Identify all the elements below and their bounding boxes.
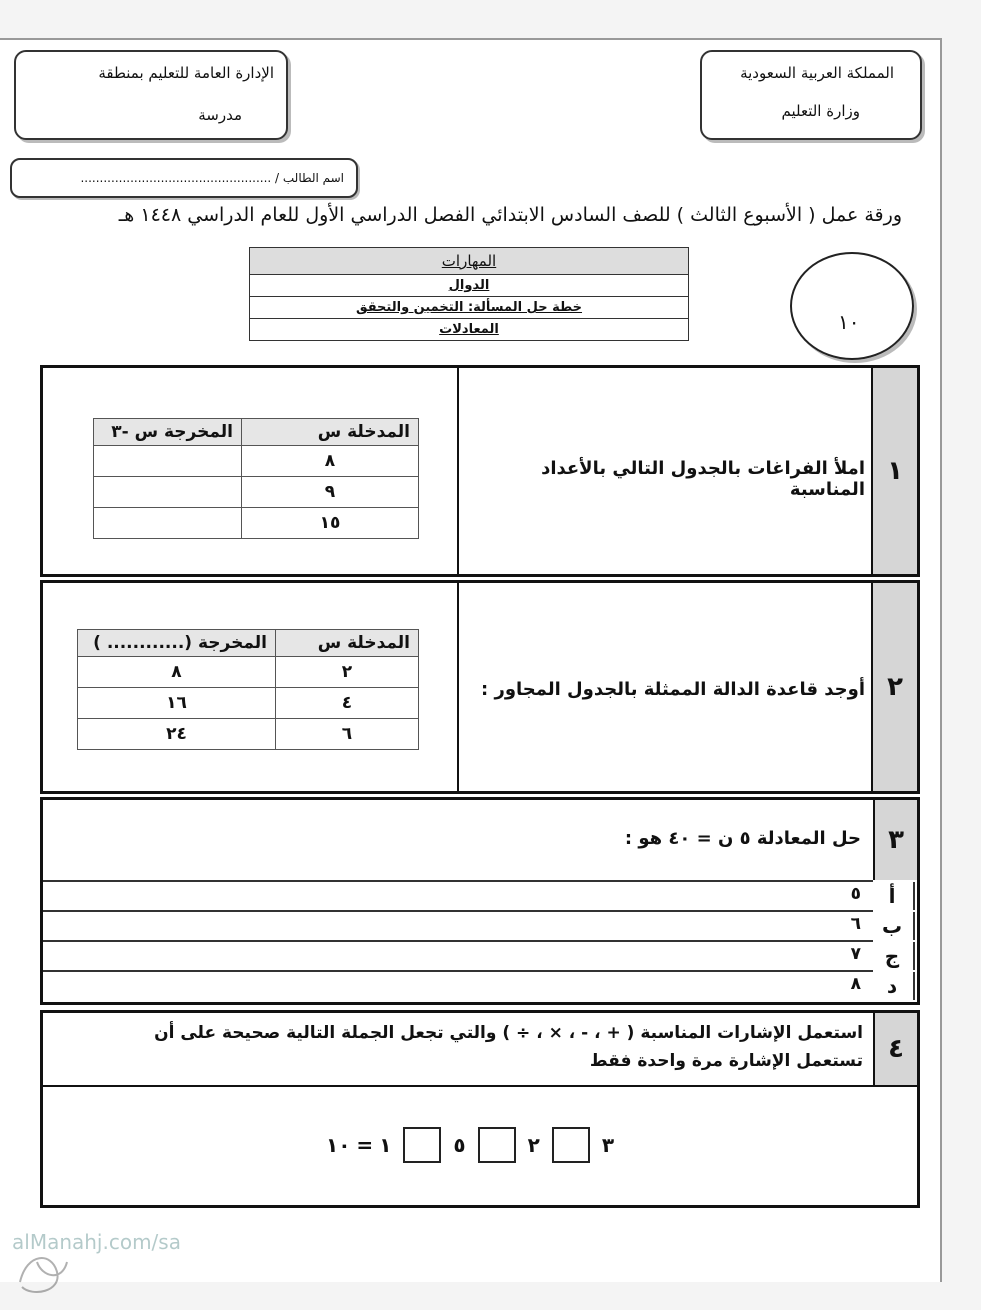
output-header: المخرجة س -٣ [94, 419, 242, 446]
question-text: أوجد قاعدة الدالة الممثلة بالجدول المجاور : [481, 679, 865, 700]
result: ١٠ [326, 1133, 351, 1157]
watermark [12, 1230, 262, 1310]
question-3 [40, 797, 920, 1005]
question-number: ١ [871, 368, 917, 574]
option-value: ٧ [850, 944, 861, 964]
skills-table [249, 247, 689, 341]
question-text: حل المعادلة ٥ ن = ٤٠ هو : [624, 828, 861, 849]
option-value: ٨ [850, 974, 861, 994]
output-cell[interactable] [94, 508, 242, 539]
worksheet-page [0, 38, 942, 1282]
input-cell: ٢ [276, 657, 419, 688]
number-2: ٢ [527, 1133, 540, 1157]
equation [326, 1127, 614, 1163]
signature-logo-icon [12, 1242, 72, 1302]
worksheet-title: ورقة عمل ( الأسبوع الثالث ) للصف السادس الابتدائي الفصل الدراسي الأول للعام الدراسي ١٤٤٨ هـ [118, 204, 902, 226]
question-2 [40, 580, 920, 794]
question-number: ٤ [873, 1013, 917, 1087]
option-letter: ج [871, 942, 915, 970]
input-cell: ٤ [276, 688, 419, 719]
question-number: ٢ [871, 583, 917, 791]
output-cell: ٢٤ [78, 719, 276, 750]
school-label: مدرسة [198, 106, 242, 124]
option-value: ٥ [850, 884, 861, 904]
skills-heading: المهارات [250, 248, 689, 275]
option-value: ٦ [850, 914, 861, 934]
option-letter: د [871, 972, 915, 1000]
output-header: المخرجة (............ ) [78, 630, 276, 657]
function-table [93, 418, 419, 539]
ministry-label: وزارة التعليم [781, 102, 860, 120]
question-text-line-1: استعمل الإشارات المناسبة ( + ، - ، × ، ÷ ) والتي تجعل الجملة التالية صحيحة على أن [154, 1023, 863, 1043]
operator-box-3[interactable] [403, 1127, 441, 1163]
school-header-box [14, 50, 288, 140]
ministry-header-box [700, 50, 922, 140]
output-cell: ٨ [78, 657, 276, 688]
skill-item: الدوال [250, 275, 689, 297]
input-cell: ٨ [242, 446, 419, 477]
input-cell: ١٥ [242, 508, 419, 539]
output-cell[interactable] [94, 477, 242, 508]
skill-item: المعادلات [250, 319, 689, 341]
question-1 [40, 365, 920, 577]
kingdom-label: المملكة العربية السعودية [740, 64, 894, 82]
question-text-line-2: تستعمل الإشارة مرة واحدة فقط [589, 1051, 863, 1071]
number-3: ٥ [453, 1133, 466, 1157]
operator-box-1[interactable] [552, 1127, 590, 1163]
input-header: المدخلة س [276, 630, 419, 657]
student-name-field[interactable]: اسم الطالب / .................................................. [10, 158, 358, 198]
input-cell: ٦ [276, 719, 419, 750]
number-4: ١ [379, 1133, 392, 1157]
equals-sign: = [356, 1133, 374, 1157]
function-table [77, 629, 419, 750]
question-text: املأ الفراغات بالجدول التالي بالأعداد المناسبة [541, 458, 865, 500]
question-4 [40, 1010, 920, 1208]
output-cell: ١٦ [78, 688, 276, 719]
operator-box-2[interactable] [478, 1127, 516, 1163]
input-header: المدخلة س [242, 419, 419, 446]
output-cell[interactable] [94, 446, 242, 477]
option-d[interactable] [43, 970, 898, 1000]
question-number: ٣ [873, 800, 917, 880]
grade-circle [790, 252, 914, 360]
number-1: ٣ [601, 1133, 615, 1157]
input-cell: ٩ [242, 477, 419, 508]
option-c[interactable] [43, 940, 900, 970]
option-b[interactable] [43, 910, 903, 940]
option-letter: ب [871, 912, 915, 940]
education-department-label: الإدارة العامة للتعليم بمنطقة [98, 64, 274, 82]
option-a[interactable] [43, 880, 896, 910]
skill-item: خطة حل المسألة: التخمين والتحقق [250, 297, 689, 319]
watermark-text: alManahj.com/sa [12, 1230, 181, 1254]
total-grade: ١٠ [838, 310, 860, 334]
option-letter: أ [871, 882, 915, 910]
